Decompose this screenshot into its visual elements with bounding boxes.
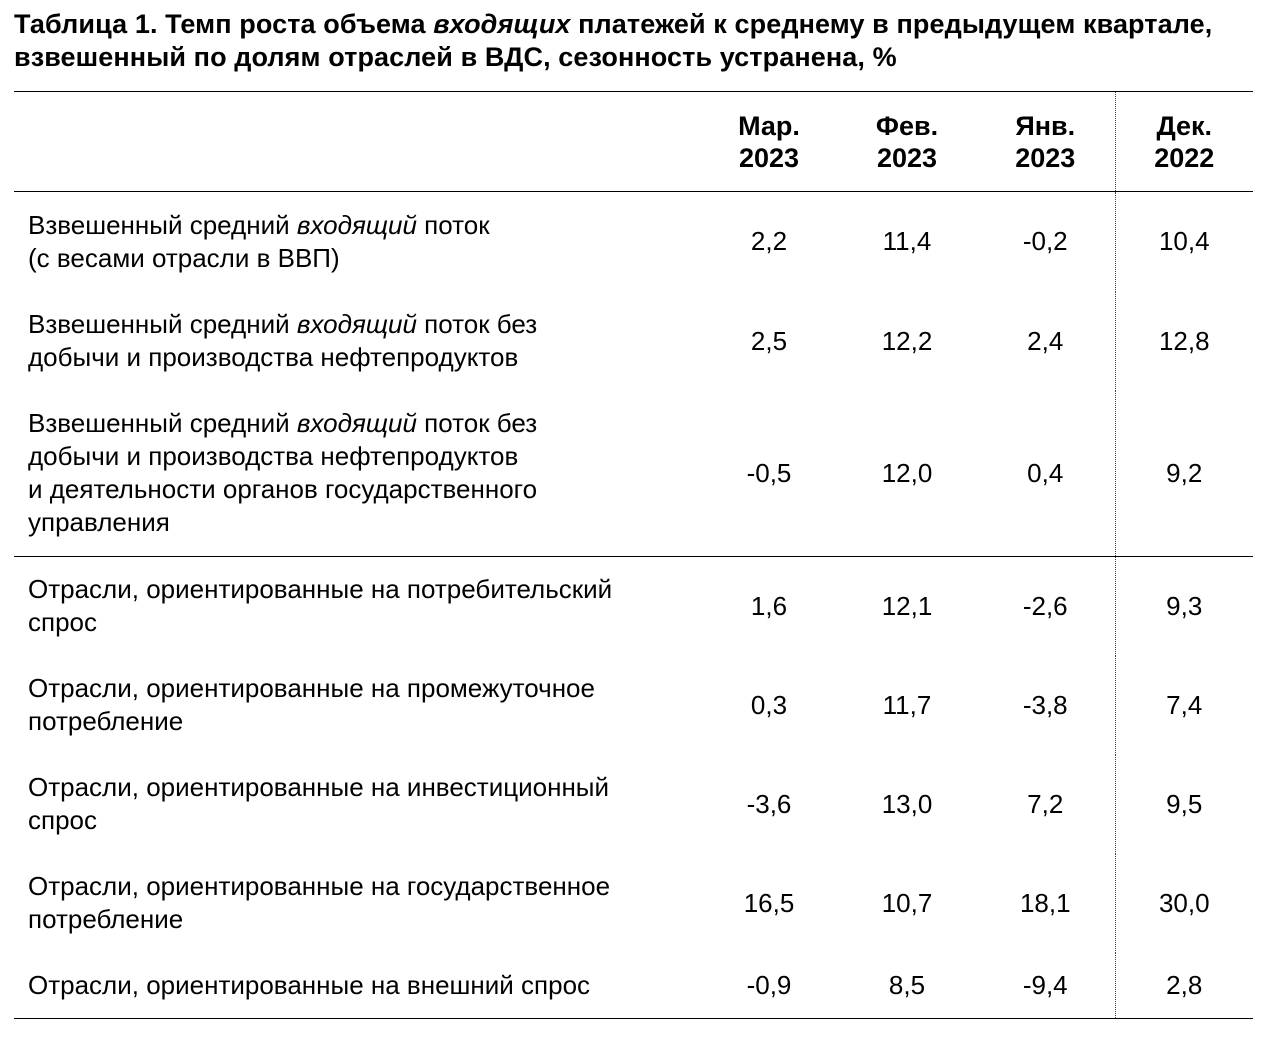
column-header-jan-2023 <box>976 92 1115 192</box>
column-header-year: 2023 <box>1015 142 1076 173</box>
payments-table <box>14 91 1253 1019</box>
table-row <box>14 557 1253 656</box>
value-cell: 12,2 <box>881 325 933 356</box>
value-cell: 16,5 <box>743 887 795 918</box>
value-cell: 2,2 <box>750 226 788 257</box>
column-header-feb-2023 <box>838 92 976 192</box>
value-cell: 2,8 <box>1115 953 1253 1019</box>
value-cell: 8,5 <box>838 953 976 1019</box>
value-cell: 7,4 <box>1115 656 1253 755</box>
value-cell: 30,0 <box>1115 854 1253 953</box>
row-label-text: добычи и производства нефтепродуктов <box>28 342 519 372</box>
row-label-text: Отрасли, ориентированные на потребительский <box>28 574 613 605</box>
row-label-text: Взвешенный средний <box>28 209 297 240</box>
row-label <box>14 656 700 755</box>
row-label-text: поток без <box>416 408 538 439</box>
value-cell: 1,6 <box>750 590 788 621</box>
header-label-cell <box>14 92 700 192</box>
column-header-month: Фев. <box>875 110 939 141</box>
value-cell: 12,0 <box>838 391 976 557</box>
row-label <box>14 391 700 557</box>
row-label-italic: входящий <box>296 408 417 439</box>
value-cell: 10,4 <box>1115 192 1253 292</box>
table-row <box>14 953 1253 1019</box>
column-header-year: 2023 <box>876 142 938 173</box>
caption-suffix: платежей к среднему в предыдущем квартале, взвешенный по долям отраслей в ВДС, сезонность устранена, % <box>14 9 1213 72</box>
row-label-italic: входящий <box>296 309 417 339</box>
column-header-year: 2023 <box>738 142 800 173</box>
value-cell: 9,5 <box>1115 755 1253 854</box>
caption-prefix: Таблица 1. Темп роста объема <box>14 9 434 39</box>
row-label-text: спрос <box>28 607 97 638</box>
row-label-text: потребление <box>28 706 184 736</box>
header-row <box>14 92 1253 192</box>
row-label-text: Отрасли, ориентированные на промежуточное <box>28 673 595 703</box>
column-header-mar-2023 <box>700 92 838 192</box>
caption-italic: входящих <box>433 9 571 39</box>
value-cell: 0,3 <box>750 689 788 720</box>
column-header-dec-2022 <box>1115 92 1253 192</box>
row-label <box>14 854 700 953</box>
row-label-text: (с весами отрасли в ВВП) <box>28 242 340 273</box>
value-cell: 12,1 <box>881 590 933 621</box>
row-label-text: Отрасли, ориентированные на инвестиционный <box>28 772 610 802</box>
row-label <box>14 557 700 656</box>
table-row <box>14 854 1253 953</box>
value-cell: -0,9 <box>700 953 838 1019</box>
table-row <box>14 292 1253 391</box>
row-label-text: Отрасли, ориентированные на государственное <box>28 871 611 901</box>
row-label-text: Взвешенный средний <box>28 408 297 439</box>
row-label-text: потребление <box>28 904 184 934</box>
row-label-text: Взвешенный средний <box>28 309 297 339</box>
value-cell: 18,1 <box>1019 887 1071 918</box>
row-label <box>14 192 700 292</box>
column-header-year: 2022 <box>1154 142 1215 173</box>
row-label <box>14 755 700 854</box>
row-label-italic: входящий <box>296 209 417 240</box>
table-row <box>14 755 1253 854</box>
row-label-text: поток без <box>416 309 538 339</box>
value-cell: 12,8 <box>1115 292 1253 391</box>
value-cell: 7,2 <box>1027 788 1064 819</box>
value-cell: 9,3 <box>1115 557 1253 656</box>
value-cell: 2,5 <box>750 325 788 356</box>
column-header-month: Янв. <box>1015 110 1076 141</box>
value-cell: -3,6 <box>746 788 792 819</box>
value-cell: 2,4 <box>1027 325 1064 356</box>
value-cell: 13,0 <box>881 788 933 819</box>
row-label-text: и деятельности органов государственного <box>28 474 538 505</box>
column-header-month: Дек. <box>1156 110 1213 141</box>
row-label-text: спрос <box>28 805 97 835</box>
value-cell: -2,6 <box>1022 590 1068 621</box>
row-label <box>14 953 700 1019</box>
value-cell: 11,4 <box>882 226 932 257</box>
column-header-month: Мар. <box>738 110 800 141</box>
value-cell: 10,7 <box>881 887 933 918</box>
table-row <box>14 656 1253 755</box>
table-row <box>14 391 1253 557</box>
row-label-text: управления <box>28 507 170 538</box>
value-cell: -9,4 <box>976 953 1115 1019</box>
row-label-text: добычи и производства нефтепродуктов <box>28 441 519 472</box>
value-cell: 11,7 <box>882 689 932 720</box>
row-label-text: Отрасли, ориентированные на внешний спрос <box>28 969 591 1000</box>
value-cell: -0,2 <box>1022 226 1068 257</box>
value-cell: 0,4 <box>976 391 1115 557</box>
value-cell: -0,5 <box>700 391 838 557</box>
row-label <box>14 292 700 391</box>
table-row <box>14 192 1253 292</box>
value-cell: 9,2 <box>1115 391 1253 557</box>
table-caption <box>14 8 1264 74</box>
row-label-text: поток <box>416 209 490 240</box>
value-cell: -3,8 <box>1022 689 1068 720</box>
